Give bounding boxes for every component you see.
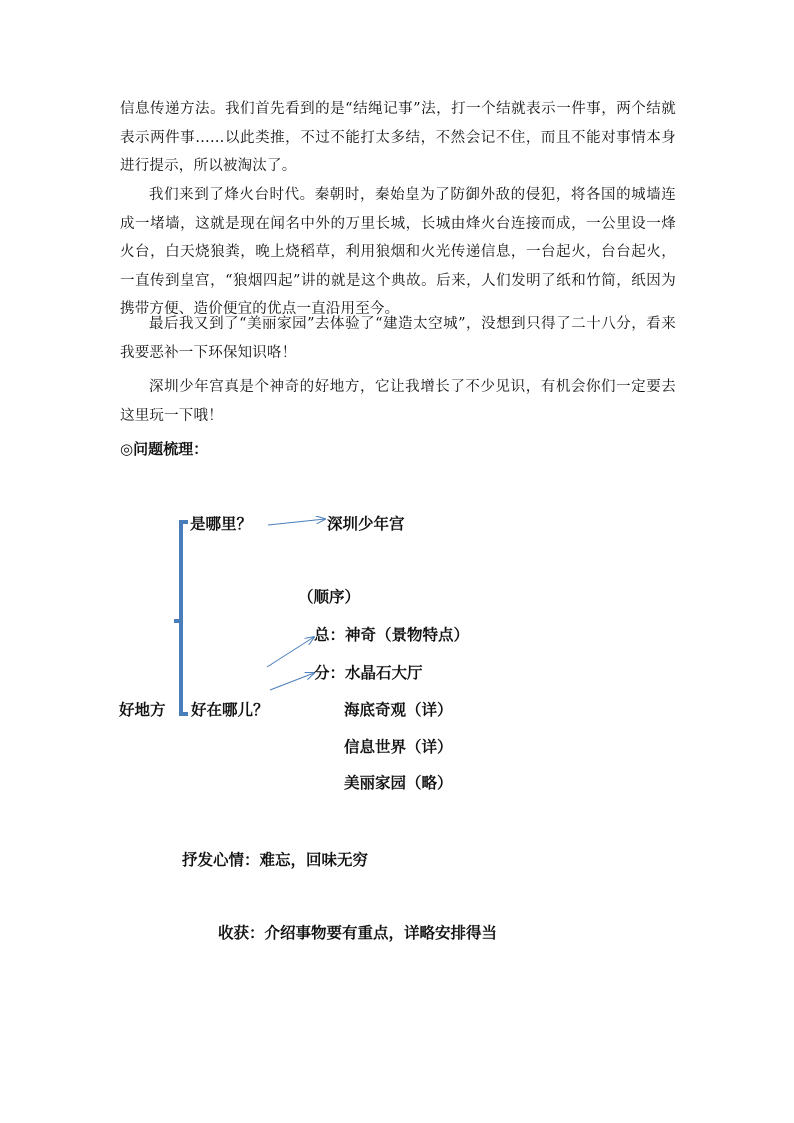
paragraph-beautiful-home: 最后我又到了“美丽家园”去体验了“建造太空城”，没想到只得了二十八分，看来我要恶补一下环保知识咯！ (120, 316, 676, 361)
paragraph-knot-records: 信息传递方法。我们首先看到的是“结绳记事”法，打一个结就表示一件事，两个结就表示两件事……以此类推，不过不能打太多结，不然会记不住，而且不能对事情本身进行提示，所以被淘汰了。 (120, 101, 676, 174)
where-answer: 深圳少年宫 (327, 515, 405, 533)
paragraph-conclusion: 深圳少年宫真是个神奇的好地方，它让我增长了不少见识，有机会你们一定要去这里玩一下哦！ (120, 379, 676, 424)
where-question: 是哪里？ (190, 515, 253, 533)
part-underwater: 海底奇观（详） (344, 701, 453, 719)
root-label: 好地方 (119, 701, 166, 719)
part-crystal-hall: 分：水晶石大厅 (314, 664, 423, 682)
bracket-line (181, 522, 188, 714)
total-label: 总：神奇（景物特点） (314, 626, 470, 644)
part-beautiful-home: 美丽家园（略） (344, 774, 453, 792)
feeling-label: 抒发心情：难忘，回味无穷 (182, 851, 369, 869)
arrow-to-total (267, 637, 314, 667)
section-heading: ◎问题梳理： (120, 440, 209, 458)
what-question: 好在哪儿？ (191, 701, 269, 719)
paragraph-beacon-tower: 我们来到了烽火台时代。秦朝时，秦始皇为了防御外敌的侵犯，将各国的城墙连成一堵墙，这就是现在闻名中外的万里长城，长城由烽火台连接而成，一公里设一烽火台，白天烧狼粪，晚上烧稻草，利用狼烟和火光传递信息，一台起火，台台起火，一直传到皇宫，“狼烟四起”讲的就是这个典故。后来，人们发明了纸和竹简，纸因为携带方便、造价便宜的优点一直沿用至今。 (120, 187, 676, 317)
gain-label: 收获：介绍事物要有重点，详略安排得当 (218, 924, 498, 942)
arrow-to-parts (270, 673, 314, 690)
arrow-to-shenzhen (268, 519, 325, 525)
order-note: （顺序） (298, 588, 361, 606)
part-info-world: 信息世界（详） (344, 738, 453, 756)
